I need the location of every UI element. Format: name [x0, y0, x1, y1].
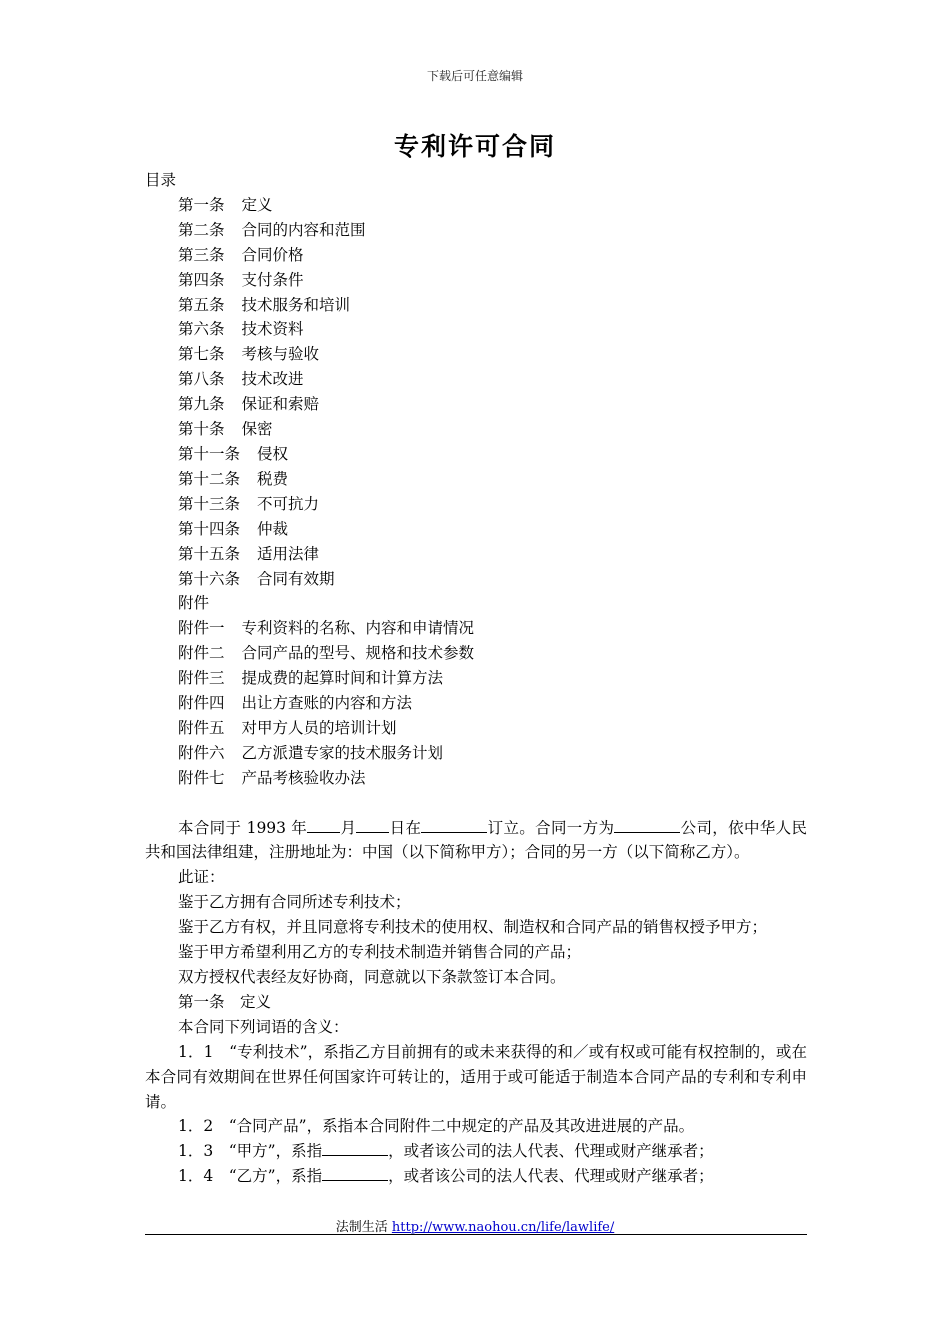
toc-item	[145, 567, 807, 592]
witness-line: 此证：	[178, 868, 225, 887]
annex-item-number: 附件四	[178, 694, 225, 713]
definition-1-1: 1．1 “专利技术”，系指乙方目前拥有的或未来获得的和／或有权或可能有权控制的，或在本合同有效期间在世界任何国家许可转让的，适用于或可能适于制造本合同产品的专利和专利申请。	[145, 1042, 807, 1111]
annex-item-title: 产品考核验收办法	[241, 768, 366, 787]
intro-text: 订立。合同一方为	[487, 818, 615, 837]
footer-divider	[145, 1234, 807, 1235]
header-note: 下载后可任意编辑	[426, 69, 523, 83]
annex-item	[145, 766, 807, 791]
definition-text: ，或者该公司的法人代表、代理或财产继承者；	[388, 1142, 714, 1161]
definition-1-3	[145, 1139, 807, 1164]
day-blank	[356, 816, 389, 833]
blank-line	[145, 791, 807, 816]
toc-item-title: 合同的内容和范围	[241, 220, 366, 239]
toc-item-number: 第六条	[178, 320, 225, 339]
toc-item	[145, 542, 807, 567]
annex-list	[145, 616, 807, 790]
toc-item-number: 第五条	[178, 295, 225, 314]
toc-item-number: 第三条	[178, 245, 225, 264]
toc-item	[145, 417, 807, 442]
annex-item-title: 出让方查账的内容和方法	[241, 694, 413, 713]
annex-item-number: 附件一	[178, 619, 225, 638]
toc-item-title: 技术改进	[241, 370, 304, 389]
toc-heading: 目录	[145, 171, 177, 189]
toc-item	[145, 293, 807, 318]
month-blank	[307, 816, 340, 833]
annex-item-title: 对甲方人员的培训计划	[241, 718, 397, 737]
definition-text: 1．4 “乙方”，系指	[178, 1167, 323, 1186]
toc-item-number: 第十六条	[178, 569, 241, 588]
document-title: 专利许可合同	[393, 132, 556, 161]
annex-item	[145, 666, 807, 691]
toc-item-number: 第十一条	[178, 444, 241, 463]
annex-item-title: 乙方派遣专家的技术服务计划	[241, 743, 444, 762]
whereas-clause: 鉴于甲方希望利用乙方的专利技术制造并销售合同的产品；	[178, 943, 582, 962]
toc-item-title: 考核与验收	[241, 345, 320, 364]
intro-text: 月	[340, 818, 357, 837]
annex-item	[145, 716, 807, 741]
place-blank	[421, 816, 487, 833]
toc-item-number: 第九条	[178, 395, 225, 414]
whereas-clause: 鉴于乙方拥有合同所述专利技术；	[178, 893, 411, 912]
intro-text: 日在	[389, 818, 422, 837]
toc-item	[145, 342, 807, 367]
annex-item-title: 合同产品的型号、规格和技术参数	[241, 644, 475, 663]
party-a-blank	[322, 1139, 388, 1156]
toc-item	[145, 243, 807, 268]
toc-item-title: 侵权	[257, 444, 289, 463]
annex-item	[145, 741, 807, 766]
toc-item-title: 保密	[241, 420, 273, 439]
toc-item-number: 第十三条	[178, 494, 241, 513]
toc-item-title: 合同价格	[241, 245, 304, 264]
toc-item-number: 第十四条	[178, 519, 241, 538]
annex-item-number: 附件三	[178, 669, 225, 688]
toc-item	[145, 317, 807, 342]
annex-item-number: 附件七	[178, 768, 225, 787]
company-blank	[614, 816, 680, 833]
toc-item	[145, 268, 807, 293]
annex-item-number: 附件五	[178, 718, 225, 737]
whereas-clause: 鉴于乙方有权，并且同意将专利技术的使用权、制造权和合同产品的销售权授予甲方；	[178, 918, 768, 937]
definition-text: 1．3 “甲方”，系指	[178, 1142, 323, 1161]
footer	[0, 1216, 950, 1235]
toc-item-number: 第八条	[178, 370, 225, 389]
article-intro: 本合同下列词语的含义：	[178, 1017, 349, 1036]
definition-text: ，或者该公司的法人代表、代理或财产继承者；	[388, 1167, 714, 1186]
annex-heading: 附件	[178, 594, 210, 613]
toc-item-number: 第七条	[178, 345, 225, 364]
toc-item	[145, 492, 807, 517]
definition-1-2: 1．2 “合同产品”，系指本合同附件二中规定的产品及其改进进展的产品。	[178, 1117, 695, 1136]
whereas-clause: 双方授权代表经友好协商，同意就以下条款签订本合同。	[178, 967, 566, 986]
party-b-blank	[322, 1164, 388, 1181]
intro-paragraph	[145, 816, 807, 866]
annex-item-title: 提成费的起算时间和计算方法	[241, 669, 444, 688]
toc-list	[145, 193, 807, 592]
toc-item	[145, 467, 807, 492]
toc-item	[145, 367, 807, 392]
toc-item-title: 定义	[241, 195, 273, 214]
article-heading: 第一条 定义	[178, 992, 272, 1011]
document-body	[145, 168, 807, 1189]
annex-item	[145, 641, 807, 666]
footer-link[interactable]: http://www.naohou.cn/life/lawlife/	[391, 1220, 615, 1235]
toc-item-title: 技术服务和培训	[241, 295, 351, 314]
toc-item	[145, 517, 807, 542]
annex-item-number: 附件六	[178, 743, 225, 762]
toc-item-number: 第十条	[178, 420, 225, 439]
toc-item-number: 第十五条	[178, 544, 241, 563]
toc-item-number: 第十二条	[178, 469, 241, 488]
toc-item-title: 仲裁	[257, 519, 289, 538]
toc-item-title: 支付条件	[241, 270, 304, 289]
toc-item	[145, 218, 807, 243]
toc-item	[145, 392, 807, 417]
toc-item	[145, 442, 807, 467]
toc-item-number: 第二条	[178, 220, 225, 239]
footer-label: 法制生活	[335, 1220, 388, 1235]
toc-item	[145, 193, 807, 218]
toc-item-title: 税费	[257, 469, 289, 488]
toc-item-title: 不可抗力	[257, 494, 320, 513]
toc-item-number: 第四条	[178, 270, 225, 289]
definition-1-4	[145, 1164, 807, 1189]
intro-text: 本合同于 1993 年	[178, 818, 308, 837]
toc-item-title: 合同有效期	[257, 569, 335, 588]
annex-item	[145, 691, 807, 716]
toc-item-title: 适用法律	[257, 544, 320, 563]
annex-item	[145, 616, 807, 641]
annex-item-title: 专利资料的名称、内容和申请情况	[241, 619, 475, 638]
toc-item-title: 保证和索赔	[241, 395, 320, 414]
annex-item-number: 附件二	[178, 644, 225, 663]
toc-item-number: 第一条	[178, 195, 225, 214]
intro-text: 公司，依中华人民共和国法律组建，注册地址为：中国（以下简称甲方）；合同的另一方（以下简称乙方）。	[145, 818, 807, 862]
toc-item-title: 技术资料	[241, 320, 304, 339]
